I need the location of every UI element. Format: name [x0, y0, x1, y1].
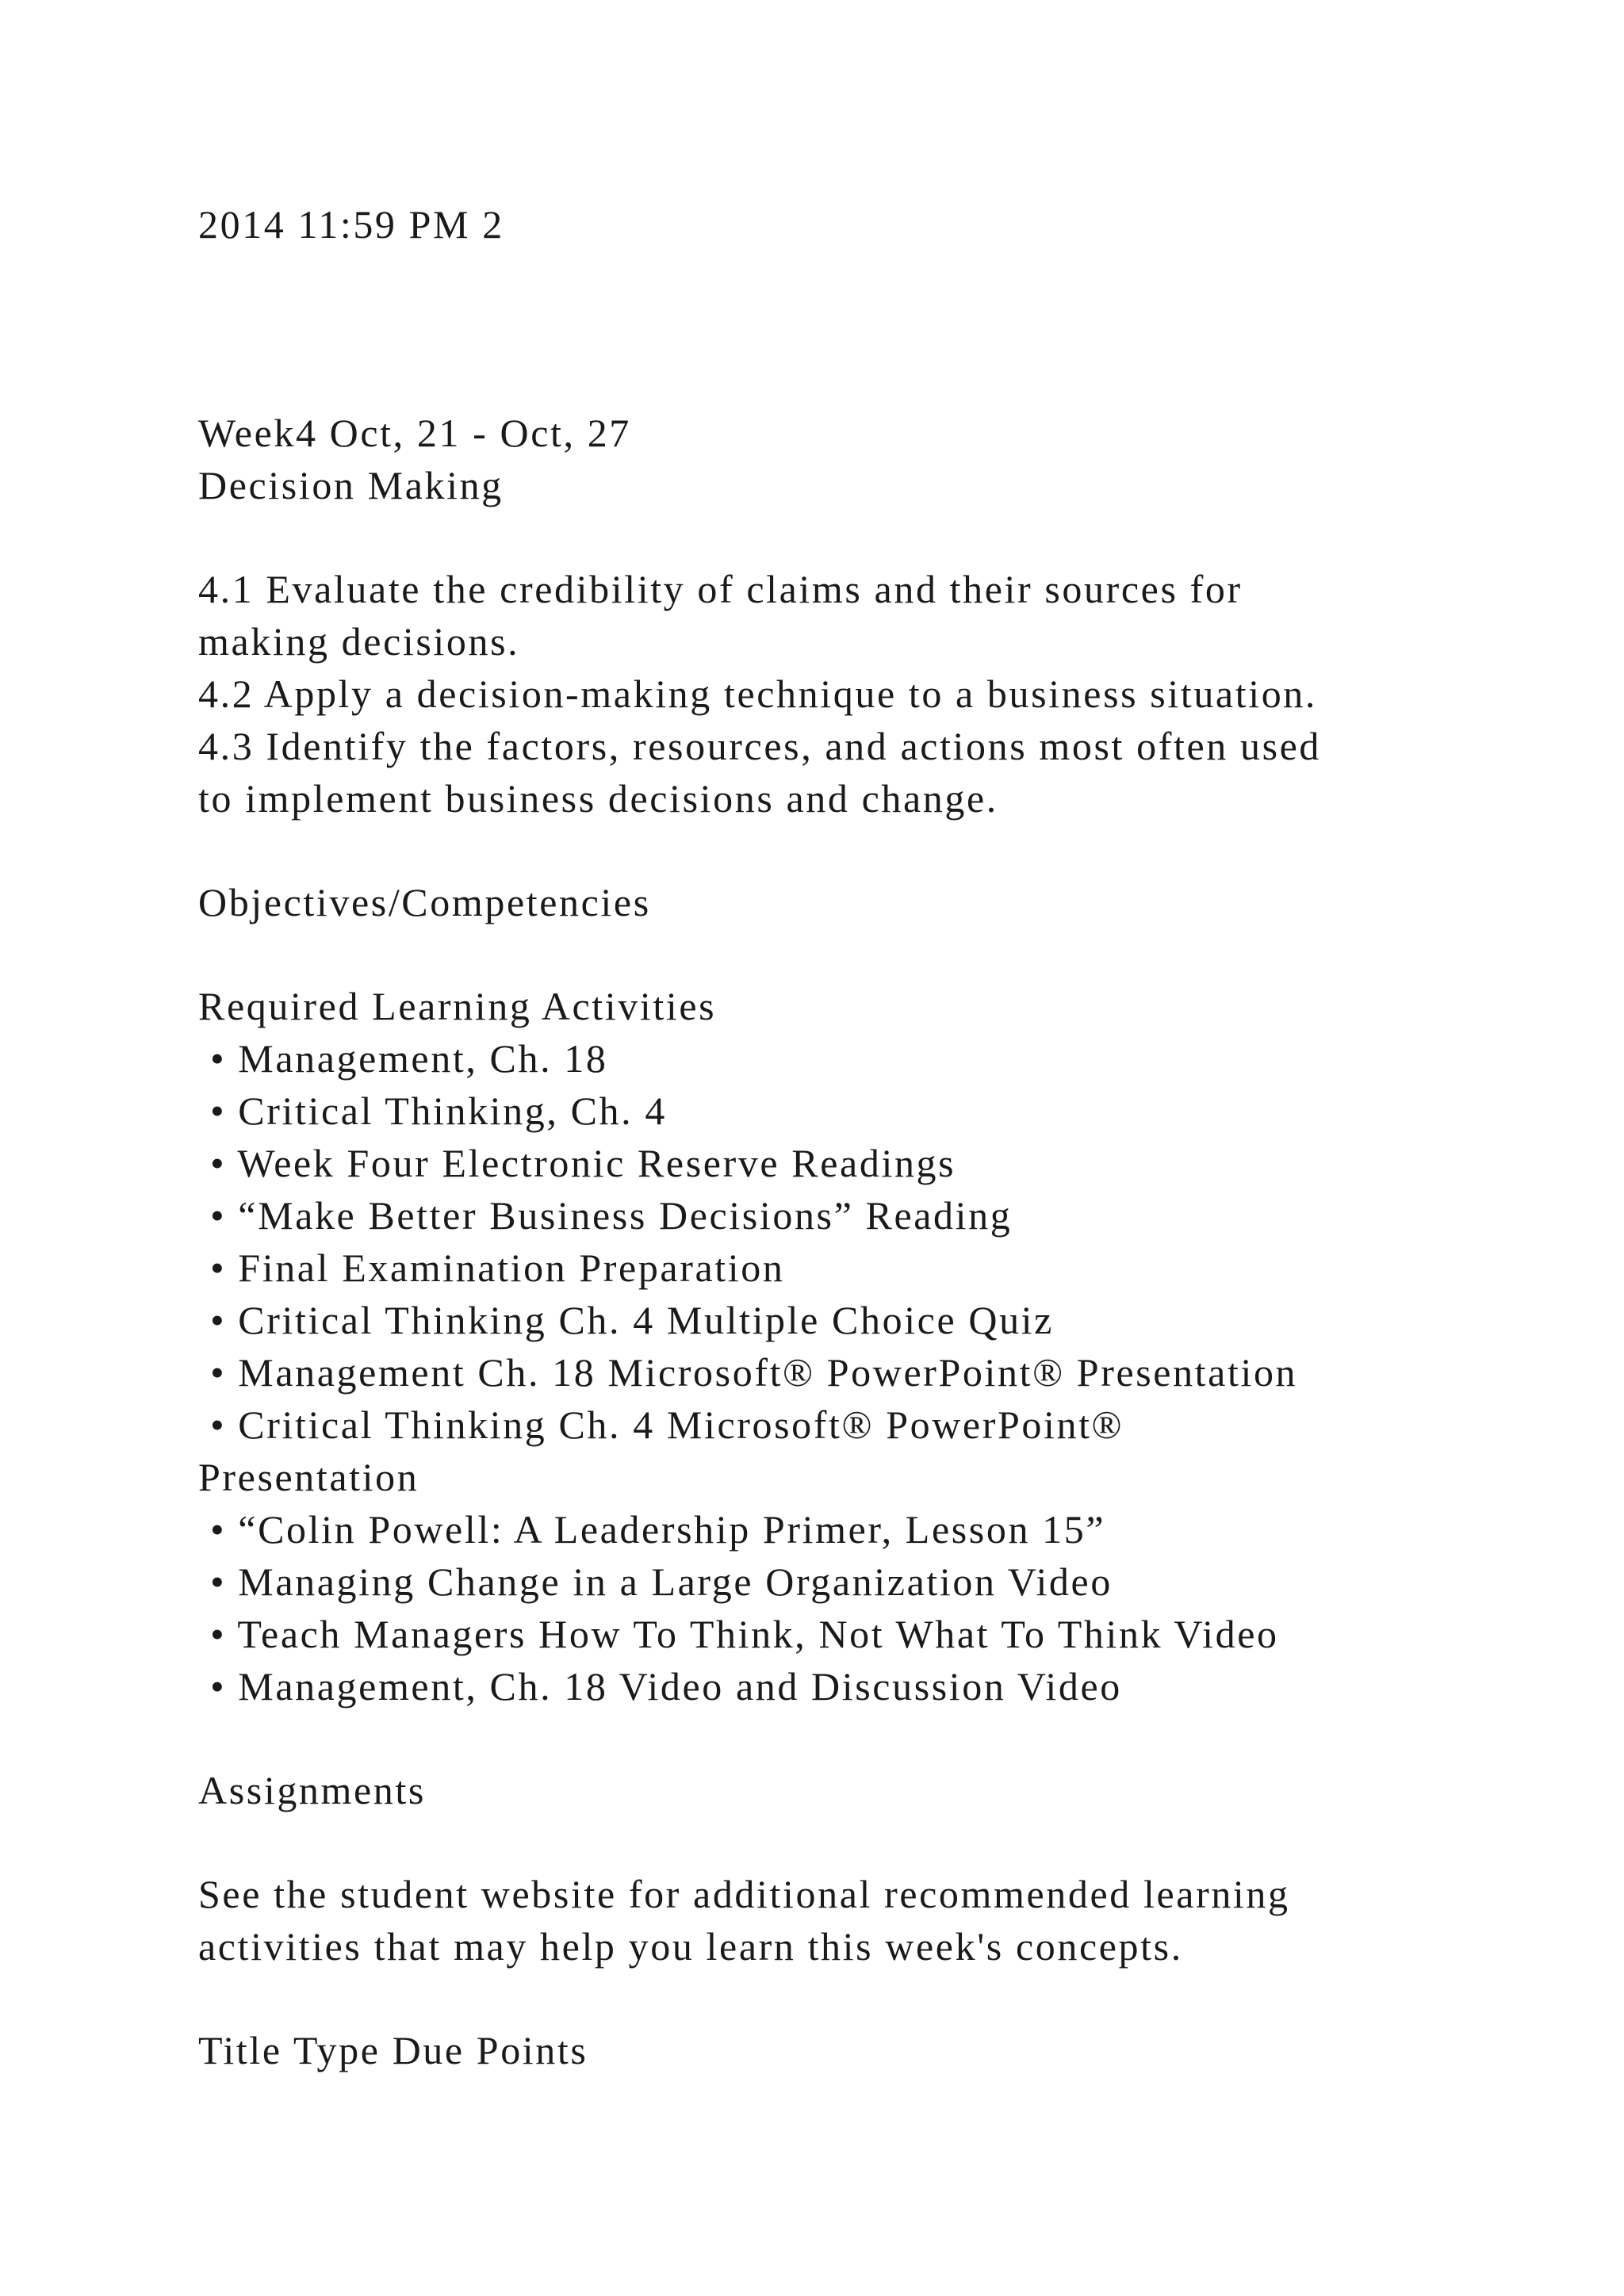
assignments-heading: Assignments [198, 1768, 426, 1812]
list-item: • Management Ch. 18 Microsoft® PowerPoint® Presentation [198, 1350, 1298, 1395]
required-learning-heading: Required Learning Activities [198, 984, 717, 1028]
list-item: • Critical Thinking Ch. 4 Microsoft® PowerPoint® [198, 1402, 1124, 1447]
assignments-note-line: activities that may help you learn this week's concepts. [198, 1924, 1183, 1969]
week-dates: Week4 Oct, 21 - Oct, 27 [198, 411, 631, 455]
week-title: Decision Making [198, 463, 504, 507]
assignments-table-header: Title Type Due Points [198, 2028, 588, 2072]
list-item: • Critical Thinking, Ch. 4 [198, 1089, 667, 1133]
list-item: • “Make Better Business Decisions” Reading [198, 1193, 1013, 1238]
objectives-heading: Objectives/Competencies [198, 880, 651, 924]
assignments-note-line: See the student website for additional recommended learning [198, 1872, 1290, 1916]
list-item: • Managing Change in a Large Organization Video [198, 1559, 1113, 1604]
header-line: 2014 11:59 PM 2 [198, 202, 504, 247]
list-item: • Critical Thinking Ch. 4 Multiple Choice Quiz [198, 1298, 1054, 1342]
objective-line: to implement business decisions and change. [198, 776, 998, 821]
objective-line: 4.3 Identify the factors, resources, and actions most often used [198, 724, 1322, 768]
objective-line: 4.1 Evaluate the credibility of claims and their sources for [198, 567, 1243, 611]
list-item: • Final Examination Preparation [198, 1246, 785, 1290]
list-item: • “Colin Powell: A Leadership Primer, Lesson 15” [198, 1507, 1106, 1552]
objective-line: 4.2 Apply a decision-making technique to a business situation. [198, 672, 1318, 716]
list-item: Presentation [198, 1455, 419, 1499]
list-item: • Management, Ch. 18 Video and Discussion Video [198, 1664, 1122, 1709]
objective-line: making decisions. [198, 619, 520, 664]
list-item: • Management, Ch. 18 [198, 1036, 608, 1081]
list-item: • Week Four Electronic Reserve Readings [198, 1141, 956, 1185]
list-item: • Teach Managers How To Think, Not What To Think Video [198, 1612, 1279, 1656]
